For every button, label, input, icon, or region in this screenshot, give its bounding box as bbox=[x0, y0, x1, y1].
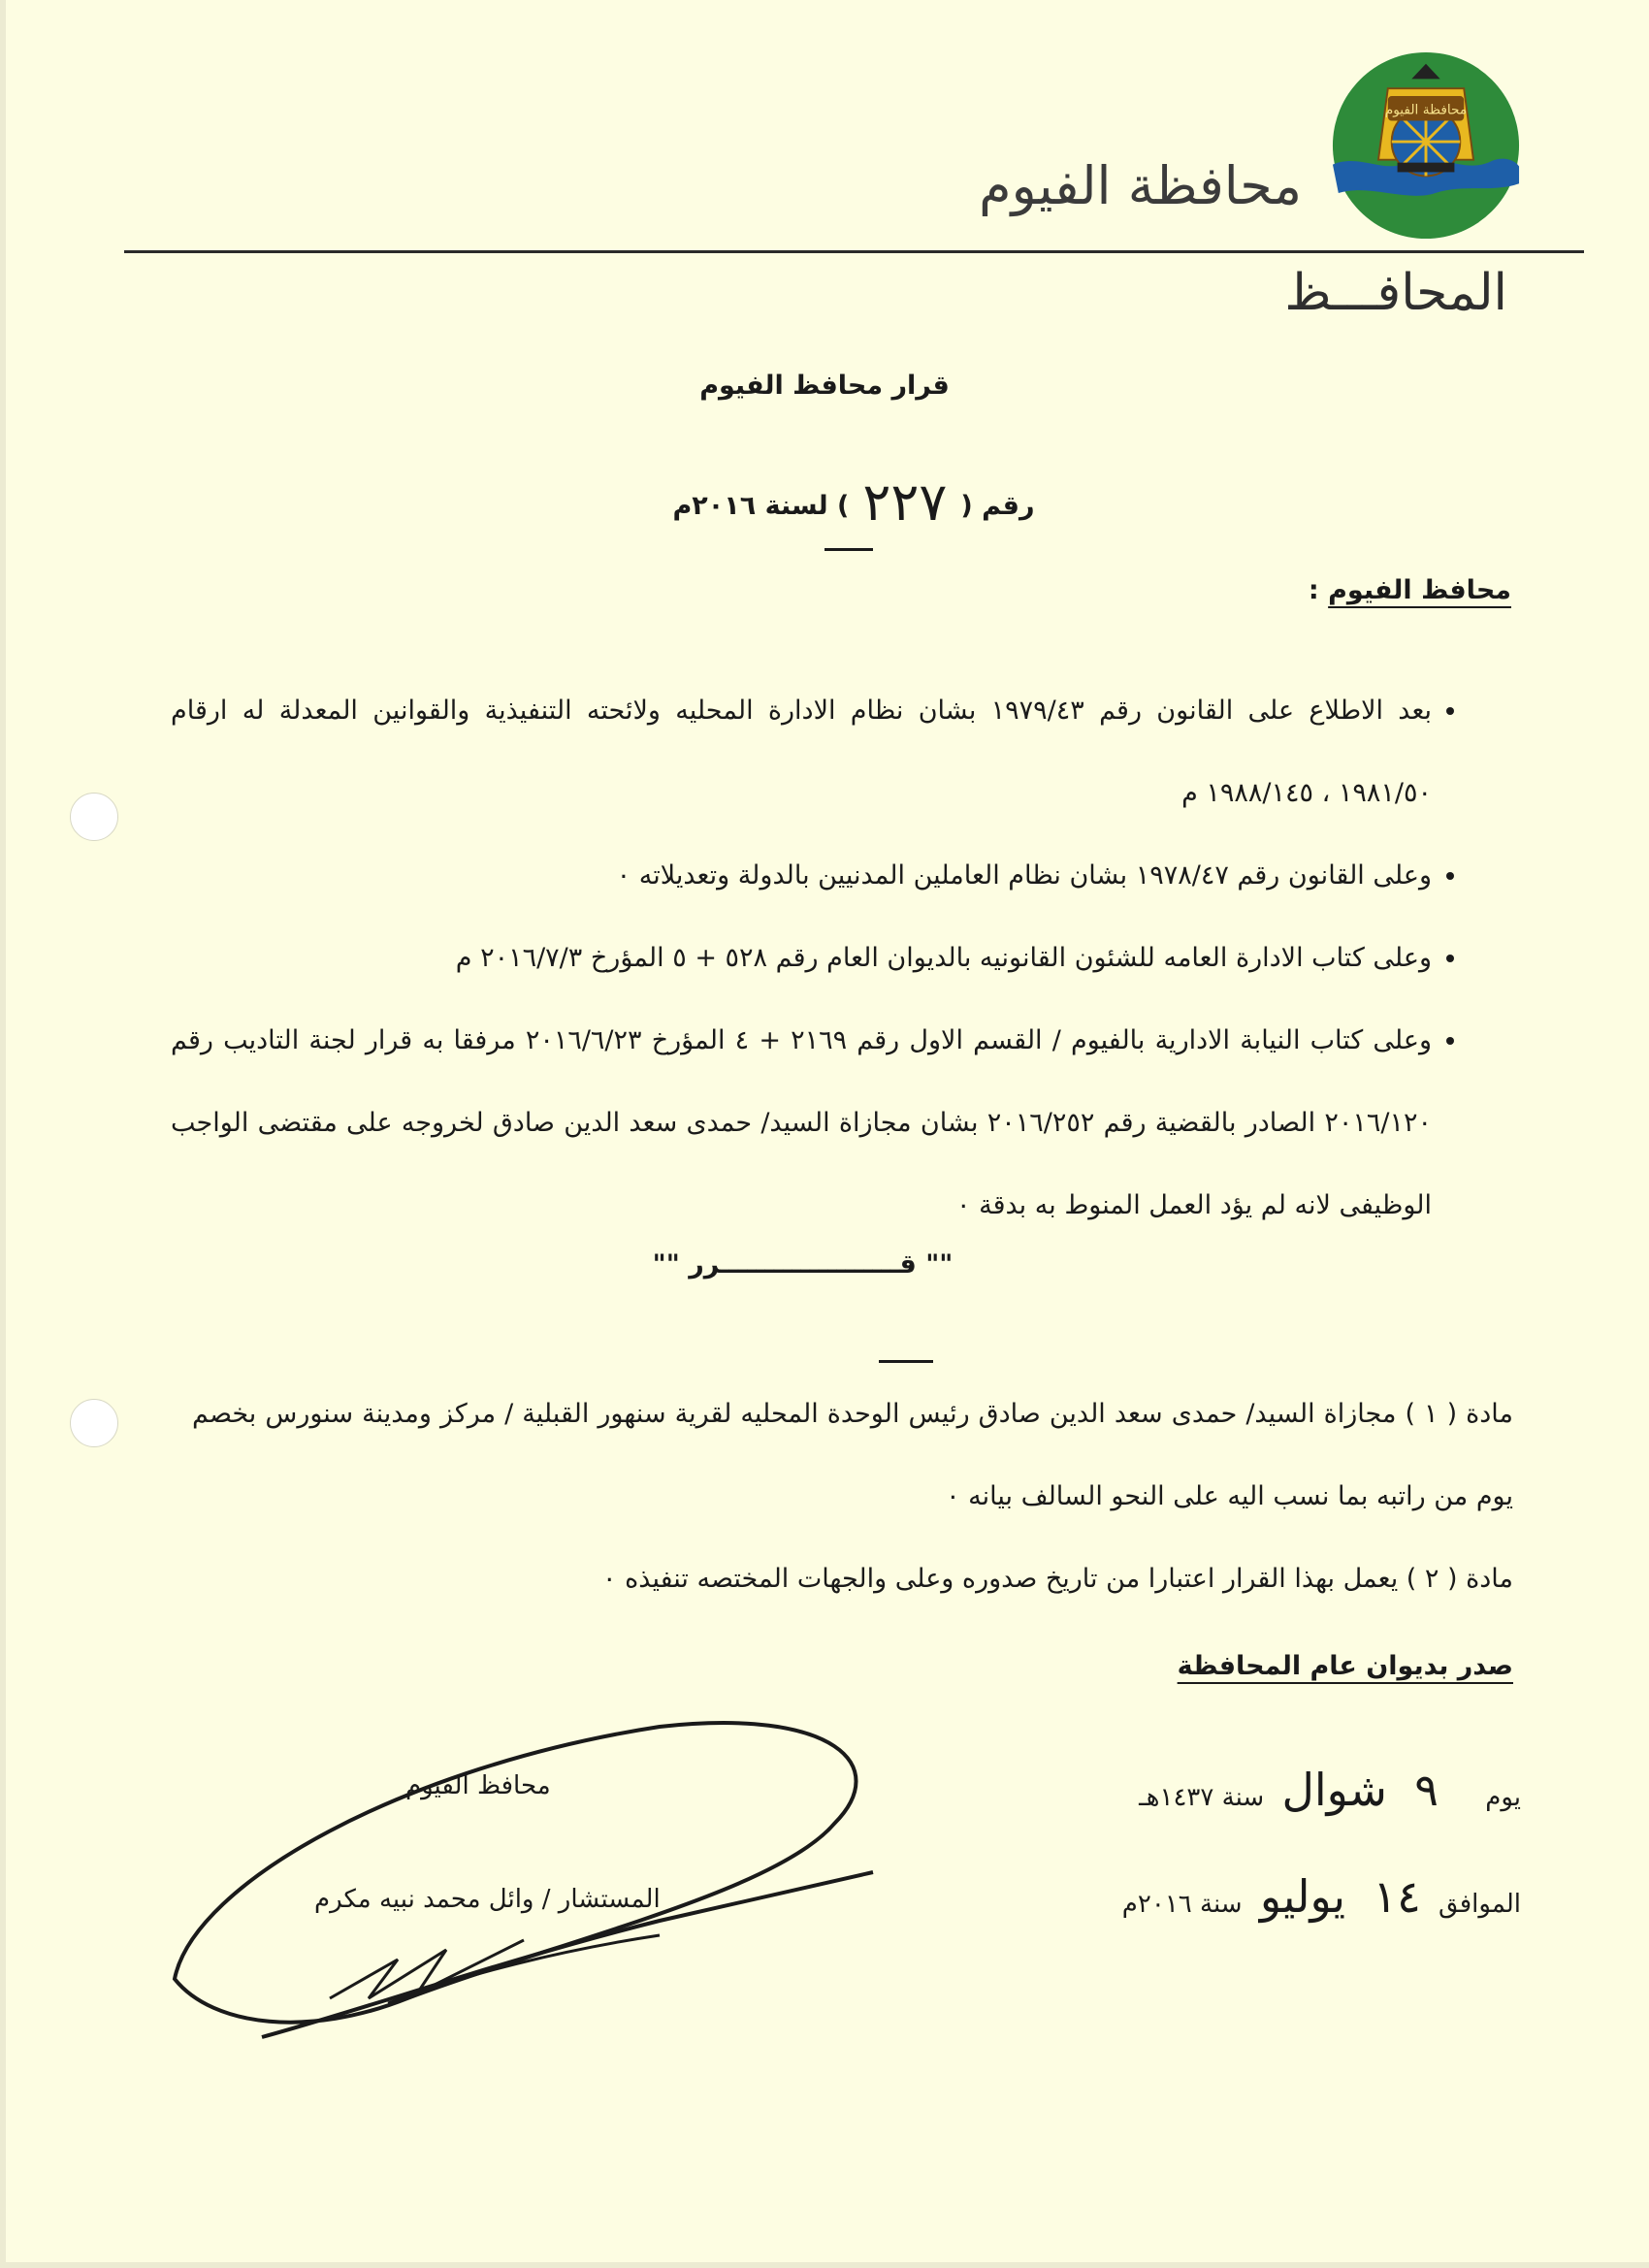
articles bbox=[192, 1373, 1513, 1620]
preamble-item: • بعد الاطلاع على القانون رقم ١٩٧٩/٤٣ بشان نظام الادارة المحليه ولائحته التنفيذية والقوانين المعدلة له ارقام ١٩٨١/٥٠ ، ١٩٨٨/١٤٥ م bbox=[171, 669, 1432, 834]
punch-hole-top bbox=[70, 793, 118, 841]
preamble-heading bbox=[1309, 575, 1511, 605]
decree-heading: "" قــــــــــــــــــــرر "" bbox=[652, 1249, 954, 1280]
header-divider bbox=[124, 250, 1584, 253]
decision-number bbox=[0, 466, 1649, 533]
punch-hole-bottom bbox=[70, 1399, 118, 1447]
hijri-year: سنة ١٤٣٧هـ bbox=[1139, 1783, 1265, 1812]
governorate-emblem bbox=[1331, 50, 1521, 241]
hijri-date bbox=[1139, 1764, 1521, 1816]
decision-title: قرار محافظ الفيوم bbox=[699, 371, 950, 401]
header-title: محافظة الفيوم bbox=[979, 155, 1302, 216]
hijri-label: يوم bbox=[1485, 1783, 1521, 1812]
decree-dash bbox=[879, 1360, 933, 1363]
gregorian-year: سنة ٢٠١٦م bbox=[1121, 1890, 1243, 1919]
handwritten-number: ٢٢٧ bbox=[862, 471, 948, 533]
office-label: المحافـــظ bbox=[1284, 264, 1507, 322]
gregorian-label: الموافق bbox=[1439, 1890, 1521, 1919]
issued-at: صدر بديوان عام المحافظة bbox=[1177, 1651, 1513, 1681]
preamble-item: • وعلى القانون رقم ١٩٧٨/٤٧ بشان نظام العاملين المدنيين بالدولة وتعديلاته ٠ bbox=[171, 834, 1432, 917]
preamble-list bbox=[171, 669, 1465, 1247]
emblem-base bbox=[1398, 163, 1455, 173]
hijri-day: ٩ bbox=[1414, 1764, 1439, 1816]
signatory-name: المستشار / وائل محمد نبيه مكرم bbox=[314, 1885, 661, 1914]
signature-loop bbox=[175, 1723, 857, 2023]
gregorian-month: يوليو bbox=[1259, 1870, 1346, 1923]
signatory-title: محافظ الفيوم bbox=[405, 1771, 551, 1800]
preamble-heading-text: محافظ الفيوم bbox=[1328, 575, 1511, 605]
title-dash bbox=[824, 548, 873, 551]
gregorian-day: ١٤ bbox=[1373, 1870, 1421, 1923]
preamble-heading-colon: : bbox=[1308, 575, 1319, 605]
hijri-month: شوال bbox=[1281, 1764, 1387, 1816]
signature-underline bbox=[388, 1935, 660, 2003]
article-1: مادة ( ١ ) مجازاة السيد/ حمدى سعد الدين صادق رئيس الوحدة المحليه لقرية سنهور القبلية / مركز ومدينة سنورس بخصم يوم من راتبه بما نسب اليه على النحو السالف بيانه ٠ bbox=[192, 1399, 1513, 1511]
emblem-label: محافظة الفيوم bbox=[1384, 102, 1468, 118]
article-2: مادة ( ٢ ) يعمل بهذا القرار اعتبارا من تاريخ صدوره وعلى والجهات المختصه تنفيذه ٠ bbox=[602, 1564, 1513, 1594]
preamble-item: • وعلى كتاب الادارة العامه للشئون القانونيه بالديوان العام رقم ٥٢٨ + ٥ المؤرخ ٢٠١٦/٧/٣ م bbox=[171, 917, 1432, 999]
number-prefix: رقم ( bbox=[960, 491, 1035, 521]
preamble-item: • وعلى كتاب النيابة الادارية بالفيوم / القسم الاول رقم ٢١٦٩ + ٤ المؤرخ ٢٠١٦/٦/٢٣ مرفقا به قرار لجنة التاديب رقم ٢٠١٦/١٢٠ الصادر بالقضية رقم ٢٠١٦/٢٥٢ بشان مجازاة السيد/ حمدى سعد الدين صادق لخروجه على مقتضى الواجب الوظيفى لانه لم يؤد العمل المنوط به بدقة ٠ bbox=[171, 999, 1432, 1247]
gregorian-date bbox=[1122, 1870, 1521, 1923]
number-suffix: ) لسنة ٢٠١٦م bbox=[672, 491, 850, 521]
